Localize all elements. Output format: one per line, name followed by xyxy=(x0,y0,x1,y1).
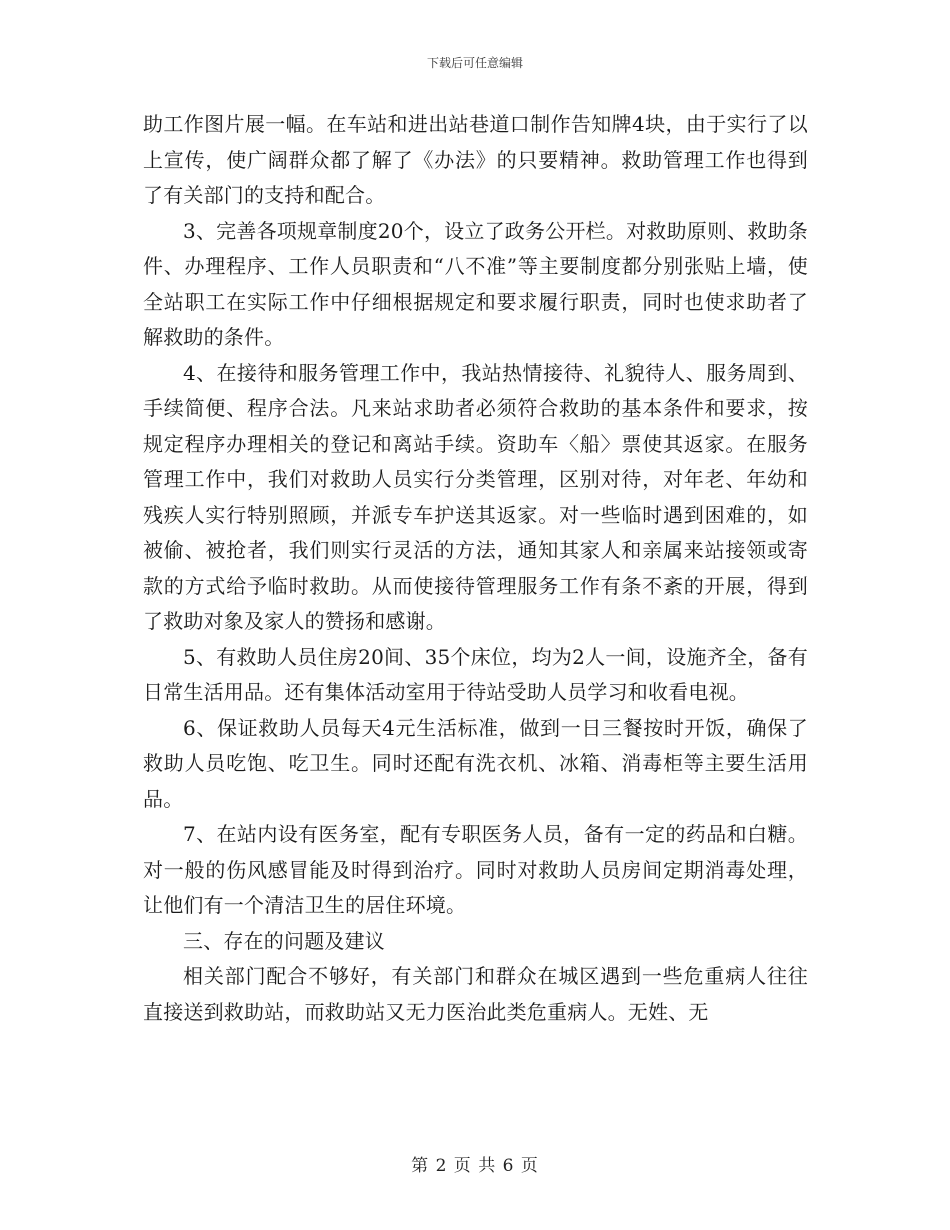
page-number: 第 2 页 共 6 页 xyxy=(411,1156,539,1176)
paragraph: 6、保证救助人员每天4元生活标准，做到一日三餐按时开饭，确保了救助人员吃饱、吃卫生。同时还配有洗衣机、冰箱、消毒柜等主要生活用品。 xyxy=(143,715,808,811)
section-heading: 三、存在的问题及建议 xyxy=(183,928,385,953)
paragraph: 相关部门配合不够好，有关部门和群众在城区遇到一些危重病人往往直接送到救助站，而救助站又无力医治此类危重病人。无姓、无 xyxy=(143,964,808,1024)
paragraph: 4、在接待和服务管理工作中，我站热情接待、礼貌待人、服务周到、手续简便、程序合法。凡来站求助者必须符合救助的基本条件和要求，按规定程序办理相关的登记和离站手续。资助车〈船〉票使其返家。在服务管理工作中，我们对救助人员实行分类管理，区别对待，对年老、年幼和残疾人实行特别照顾，并派专车护送其返家。对一些临时遇到困难的，如被偷、被抢者，我们则实行灵活的方法，通知其家人和亲属来站接领或寄款的方式给予临时救助。从而使接待管理服务工作有条不紊的开展，得到了救助对象及家人的赞扬和感谢。 xyxy=(143,360,808,633)
paragraph: 7、在站内设有医务室，配有专职医务人员，备有一定的药品和白糖。对一般的伤风感冒能及时得到治疗。同时对救助人员房间定期消毒处理，让他们有一个清洁卫生的居住环境。 xyxy=(143,822,808,917)
page-header: 下载后可任意编辑 xyxy=(426,56,523,70)
paragraph: 助工作图片展一幅。在车站和进出站巷道口制作告知牌4块，由于实行了以上宣传，使广阔群众都了解了《办法》的只要精神。救助管理工作也得到了有关部门的支持和配合。 xyxy=(143,112,808,207)
paragraph: 5、有救助人员住房20间、35个床位，均为2人一间，设施齐全，备有日常生活用品。还有集体活动室用于待站受助人员学习和收看电视。 xyxy=(143,644,808,704)
document-body xyxy=(143,107,808,1030)
paragraph: 3、完善各项规章制度20个，设立了政务公开栏。对救助原则、救助条件、办理程序、工作人员职责和“八不准”等主要制度都分别张贴上墙，使全站职工在实际工作中仔细根据规定和要求履行职责，同时也使求助者了解救助的条件。 xyxy=(143,218,808,349)
